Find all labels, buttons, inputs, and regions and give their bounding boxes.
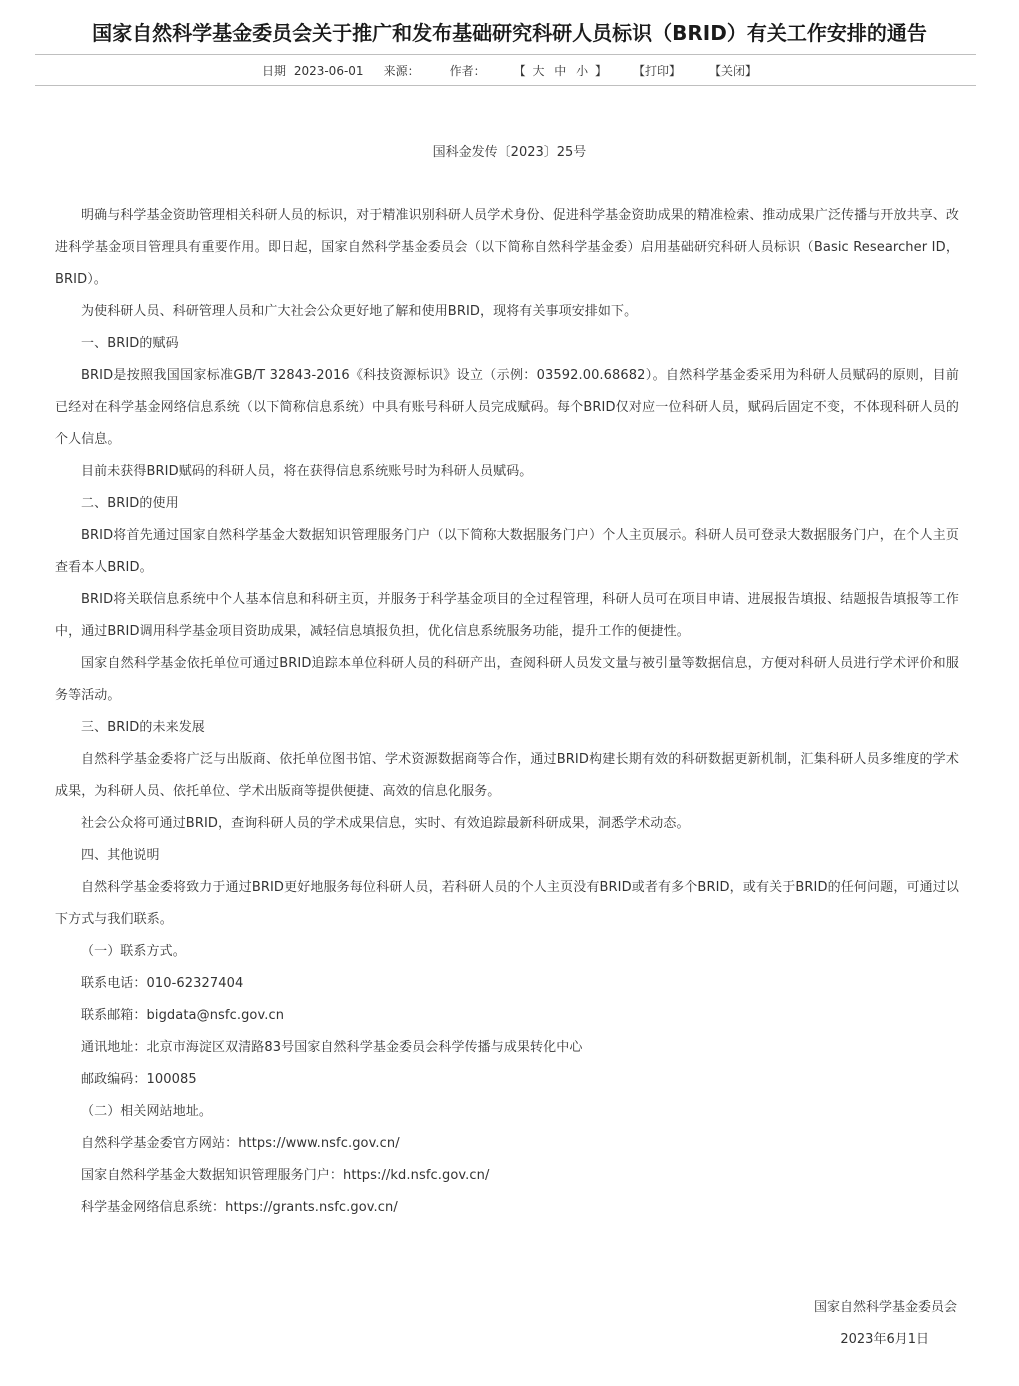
font-size-small-button[interactable]: 小 bbox=[576, 63, 589, 78]
paragraph-brid-coding: BRID是按照我国国家标准GB/T 32843-2016《科技资源标识》设立（示例：03592.00.68682）。自然科学基金委采用为科研人员赋码的原则，目前已经对在科学基金网络信息系统（以下简称信息系统）中具有账号科研人员完成赋码。每个BRID仅对应一位科研人员，赋码后固定不变，不体现科研人员的个人信息。 bbox=[55, 368, 959, 447]
section-heading-3: 三、BRID的未来发展 bbox=[81, 720, 205, 735]
paragraph-brid-public: 社会公众将可通过BRID，查询科研人员的学术成果信息，实时、有效追踪最新科研成果，洞悉学术动态。 bbox=[81, 816, 690, 831]
signature-org: 国家自然科学基金委员会 bbox=[813, 1300, 957, 1315]
contact-email: 联系邮箱：bigdata@nsfc.gov.cn bbox=[81, 1008, 285, 1023]
author-label: 作者： bbox=[449, 63, 486, 78]
paragraph-intro: 明确与科学基金资助管理相关科研人员的标识，对于精准识别科研人员学术身份、促进科学基金资助成果的精准检索、推动成果广泛传播与开放共享、改进科学基金项目管理具有重要作用。即日起，国家自然科学基金委员会（以下简称自然科学基金委）启用基础研究科研人员标识（Basic Researcher ID，BRID）。 bbox=[55, 208, 959, 287]
document-number: 国科金发传〔2023〕25号 bbox=[432, 145, 587, 160]
section-heading-2: 二、BRID的使用 bbox=[81, 496, 179, 511]
paragraph-brid-link: BRID将关联信息系统中个人基本信息和科研主页，并服务于科学基金项目的全过程管理，科研人员可在项目申请、进展报告填报、结题报告填报等工作中，通过BRID调用科学基金项目资助成果，减轻信息填报负担，优化信息系统服务功能，提升工作的便捷性。 bbox=[55, 592, 959, 639]
section-heading-4: 四、其他说明 bbox=[81, 848, 160, 863]
contact-address: 通讯地址：北京市海淀区双清路83号国家自然科学基金委员会科学传播与成果转化中心 bbox=[81, 1040, 583, 1055]
signature-block bbox=[814, 1292, 957, 1356]
source-label: 来源： bbox=[383, 63, 420, 78]
page-title: 国家自然科学基金委员会关于推广和发布基础研究科研人员标识（BRID）有关工作安排的通告 bbox=[92, 21, 927, 45]
contact-postcode: 邮政编码：100085 bbox=[81, 1072, 197, 1087]
paragraph-contact-intro: 自然科学基金委将致力于通过BRID更好地服务每位科研人员，若科研人员的个人主页没有BRID或者有多个BRID，或有关于BRID的任何问题，可通过以下方式与我们联系。 bbox=[55, 880, 959, 927]
close-button[interactable]: 【关闭】 bbox=[709, 63, 758, 78]
section-heading-1: 一、BRID的赋码 bbox=[81, 336, 179, 351]
website-nsfc: 自然科学基金委官方网站：https://www.nsfc.gov.cn/ bbox=[81, 1136, 400, 1151]
date-value: 2023-06-01 bbox=[293, 63, 364, 78]
font-size-medium-button[interactable]: 中 bbox=[554, 63, 567, 78]
signature-date: 2023年6月1日 bbox=[840, 1332, 929, 1347]
header-divider-top bbox=[35, 54, 976, 55]
font-size-large-button[interactable]: 大 bbox=[532, 63, 545, 78]
article-meta-bar bbox=[0, 56, 1019, 84]
paragraph-brid-institution: 国家自然科学基金依托单位可通过BRID追踪本单位科研人员的科研产出，查阅科研人员发文量与被引量等数据信息，方便对科研人员进行学术评价和服务等活动。 bbox=[55, 656, 959, 703]
subheading-websites: （二）相关网站地址。 bbox=[81, 1104, 213, 1119]
paragraph-brid-future: 自然科学基金委将广泛与出版商、依托单位图书馆、学术资源数据商等合作，通过BRID构建长期有效的科研数据更新机制，汇集科研人员多维度的学术成果，为科研人员、依托单位、学术出版商等提供便捷、高效的信息化服务。 bbox=[55, 752, 959, 799]
paragraph-purpose: 为使科研人员、科研管理人员和广大社会公众更好地了解和使用BRID，现将有关事项安排如下。 bbox=[81, 304, 638, 319]
website-grants: 科学基金网络信息系统：https://grants.nsfc.gov.cn/ bbox=[81, 1200, 398, 1215]
date-info bbox=[262, 62, 364, 79]
paragraph-brid-pending: 目前未获得BRID赋码的科研人员，将在获得信息系统账号时为科研人员赋码。 bbox=[81, 464, 533, 479]
paragraph-brid-display: BRID将首先通过国家自然科学基金大数据知识管理服务门户（以下简称大数据服务门户）个人主页展示。科研人员可登录大数据服务门户，在个人主页查看本人BRID。 bbox=[55, 528, 959, 575]
article-body bbox=[55, 200, 959, 1224]
website-kd: 国家自然科学基金大数据知识管理服务门户：https://kd.nsfc.gov.cn/ bbox=[81, 1168, 490, 1183]
font-size-switcher bbox=[514, 62, 607, 79]
size-bracket-close: 】 bbox=[594, 63, 607, 78]
size-bracket-open: 【 bbox=[513, 63, 526, 78]
header-divider-bottom bbox=[35, 85, 976, 86]
contact-phone: 联系电话：010-62327404 bbox=[81, 976, 244, 991]
print-button[interactable]: 【打印】 bbox=[632, 63, 681, 78]
subheading-contact: （一）联系方式。 bbox=[81, 944, 186, 959]
date-label: 日期 bbox=[261, 63, 286, 78]
